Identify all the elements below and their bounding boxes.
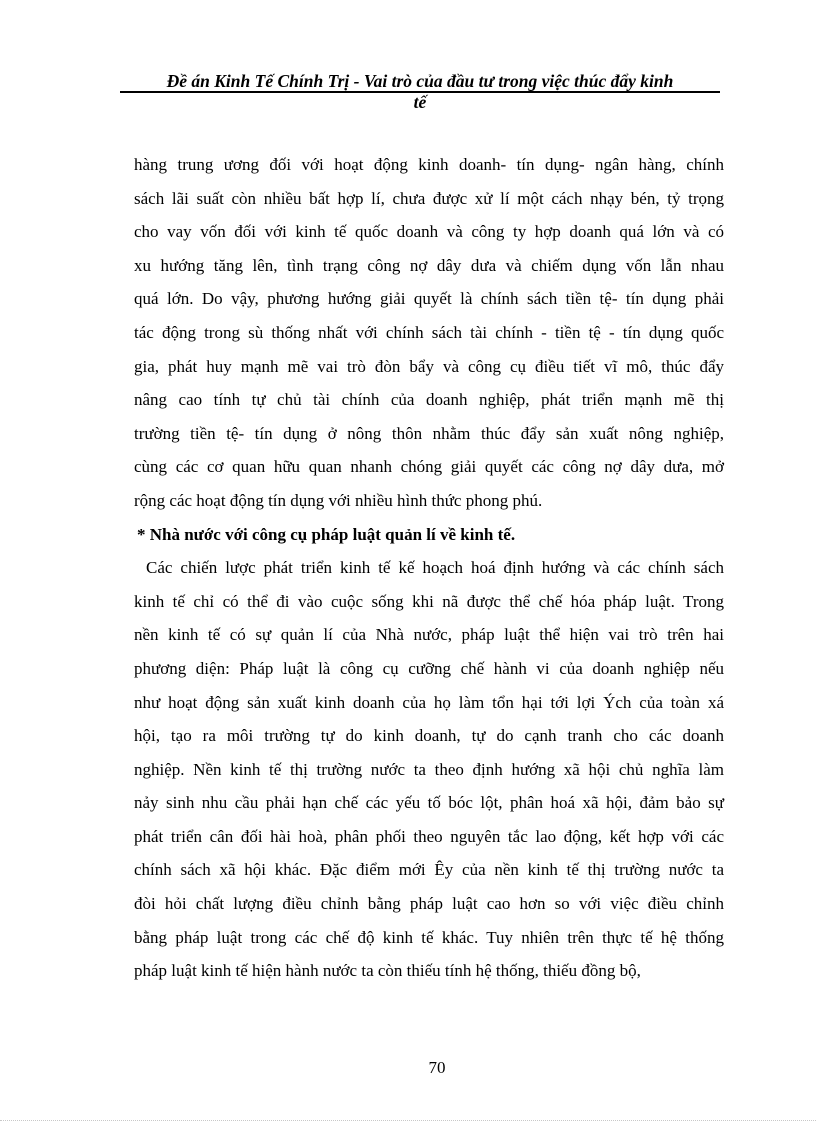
text-line: bằng pháp luật trong các chế độ kinh tế khác. Tuy nhiên trên thực tế hệ thống: [134, 927, 724, 947]
text-line: như hoạt động sản xuất kinh doanh của họ làm tổn hại tới lợi Ých của toàn xá: [134, 692, 724, 712]
page-bottom-divider: [0, 1120, 816, 1121]
text-line: cho vay vốn đối với kinh tế quốc doanh và công ty hợp doanh quá lớn và có: [134, 222, 724, 242]
header-title-line-2: tế: [413, 92, 427, 112]
text-line: phương diện: Pháp luật là công cụ cưỡng chế hành vi của doanh nghiệp nếu: [134, 658, 724, 678]
page-number: 70: [428, 1058, 446, 1077]
text-line: cùng các cơ quan hữu quan nhanh chóng giải quyết các công nợ dây dưa, mở: [134, 457, 724, 477]
text-line: rộng các hoạt động tín dụng với nhiều hình thức phong phú.: [134, 490, 543, 510]
text-line: Các chiến lược phát triển kinh tế kế hoạch hoá định hướng và các chính sách: [146, 558, 724, 578]
text-line: phát triển cân đối hài hoà, phân phối theo nguyên tắc lao động, kết hợp với các: [134, 826, 724, 846]
text-line: hội, tạo ra môi trường tự do kinh doanh, tự do cạnh tranh cho các doanh: [134, 726, 724, 746]
text-line: trường tiền tệ- tín dụng ở nông thôn nhằm thúc đẩy sản xuất nông nghiệp,: [134, 423, 724, 443]
text-line: sách lãi suất còn nhiều bất hợp lí, chưa được xử lí một cách nhạy bén, tỷ trọng: [134, 188, 724, 208]
text-line: gia, phát huy mạnh mẽ vai trò đòn bẩy và công cụ điều tiết vĩ mô, thúc đẩy: [134, 356, 724, 376]
paragraph-credit-policy: [134, 148, 724, 518]
paragraph-legal-tools: [134, 551, 724, 988]
text-line: xu hướng tăng lên, tình trạng công nợ dây dưa và chiếm dụng vốn lẫn nhau: [134, 255, 724, 275]
text-line: tác động trong sù thống nhất với chính sách tài chính - tiền tệ - tín dụng quốc: [134, 322, 724, 342]
page-header: [120, 72, 720, 112]
text-line: nền kinh tế có sự quản lí của Nhà nước, pháp luật thể hiện vai trò trên hai: [134, 625, 724, 645]
text-line: kinh tế chỉ có thể đi vào cuộc sống khi nã được thể chế hóa pháp luật. Trong: [134, 591, 724, 611]
text-line: chính sách xã hội khác. Đặc điểm mới Êy của nền kinh tế thị trường nước ta: [134, 860, 724, 880]
text-line: nảy sinh nhu cầu phải hạn chế các yếu tố bóc lột, phân hoá xã hội, đảm bảo sự: [134, 793, 724, 813]
section-heading: * Nhà nước với công cụ pháp luật quản lí về kinh tế.: [137, 524, 516, 544]
document-body: [134, 148, 724, 988]
text-line: đòi hỏi chất lượng điều chỉnh bằng pháp luật cao hơn so với việc điều chỉnh: [134, 894, 724, 914]
text-line: hàng trung ương đối với hoạt động kinh doanh- tín dụng- ngân hàng, chính: [134, 155, 724, 174]
text-line: nghiệp. Nền kinh tế thị trường nước ta theo định hướng xã hội chủ nghĩa làm: [134, 759, 724, 779]
header-title-line-1: Đề án Kinh Tế Chính Trị - Vai trò của đầu tư trong việc thúc đẩy kinh: [120, 72, 720, 93]
text-line: nâng cao tính tự chủ tài chính của doanh nghiệp, phát triển mạnh mẽ thị: [134, 390, 724, 410]
text-line: pháp luật kinh tế hiện hành nước ta còn thiếu tính hệ thống, thiếu đồng bộ,: [134, 961, 641, 981]
text-line: quá lớn. Do vậy, phương hướng giải quyết là chính sách tiền tệ- tín dụng phải: [134, 289, 724, 309]
